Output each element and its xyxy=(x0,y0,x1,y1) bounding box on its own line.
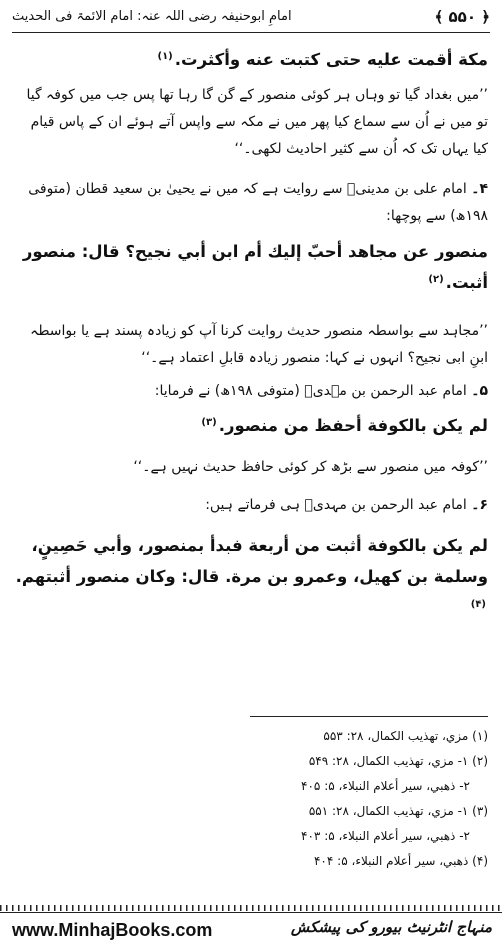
urdu-translation-2: ’’مجاہد سے بواسطہ منصور حدیث روایت کرنا آپ کو زیادہ پسند ہے یا بواسطہ ابنِ ابی نجیح؟ انہوں نے کہا: منصور زیادہ قابلِ اعتماد ہے۔‘‘ xyxy=(30,323,488,366)
item-number-5: ۵۔ xyxy=(471,383,488,399)
website-link[interactable]: www.MinhajBooks.com xyxy=(12,920,213,940)
footnotes-list xyxy=(198,724,488,874)
footnote-separator xyxy=(250,716,488,717)
page-header xyxy=(12,6,490,32)
footnote-ref-3: (۳) xyxy=(201,416,217,428)
publisher-credit: منہاج انٹرنیٹ بیورو کی پیشکش xyxy=(290,918,492,936)
arabic-quote-3: لم يكن بالكوفة أحفظ من منصور.$^{(۳)}$ xyxy=(201,416,488,435)
urdu-translation-3: ’’کوفہ میں منصور سے بڑھ کر کوئی حافظ حدیث نہیں ہے۔‘‘ xyxy=(133,459,488,475)
arabic-quote-2: منصور عن مجاهد أحبّ إليك أم ابن أبي نجيح؟ قال: منصور أثبت.$^{(۲)}$ xyxy=(22,242,488,292)
footnote-line: ۲- ذهبي، سير أعلام النبلاء، ۵: ۴۰۳ xyxy=(301,829,470,843)
urdu-translation-1: ’’میں بغداد گیا تو وہاں ہر کوئی منصور کے گن گا رہا تھا پس جب میں کوفہ گیا تو میں نے اُن سے سماع کیا پھر میں نے مکہ سے واپس آتے ہوئے ان کے پاس قیام کیا یہاں تک کہ اُن سے کثیر احادیث لکھی۔‘‘ xyxy=(26,87,488,157)
footnote-line: (۳) ۱- مزي، تهذيب الكمال، ۲۸: ۵۵۱ xyxy=(308,804,488,818)
footnote-ref-2: (۲) xyxy=(428,273,444,285)
header-rule xyxy=(12,32,490,33)
item-number-4: ۴۔ xyxy=(471,181,488,197)
running-title: امامِ ابوحنیفہ رضی اللہ عنہ: امام الائمۃ فی الحدیث xyxy=(12,9,292,24)
numbered-item-5: ۵۔ امام عبد الرحمن بن مہدیؒ (متوفی ۱۹۸ھ) نے فرمایا: xyxy=(154,383,488,399)
footnote-ref-4: (۴) xyxy=(470,598,486,610)
item-number-6: ۶۔ xyxy=(471,497,488,513)
footnote-line: (۲) ۱- مزي، تهذيب الكمال، ۲۸: ۵۴۹ xyxy=(308,754,488,768)
footnote-line: ۲- ذهبي، سير أعلام النبلاء، ۵: ۴۰۵ xyxy=(301,779,470,793)
footer-hatch-rule xyxy=(0,905,502,911)
footer-rule xyxy=(0,912,502,913)
numbered-item-4: ۴۔ امام علی بن مدینیؒ سے روایت ہے کہ میں نے یحییٰ بن سعید قطان (متوفی ۱۹۸ھ) سے پوچھا: xyxy=(28,181,488,224)
arabic-quote-1: مكة أقمت عليه حتى كتبت عنه وأكثرت.$^{(۱)}$ xyxy=(157,50,488,69)
numbered-item-6: ۶۔ امام عبد الرحمن بن مہدیؒ ہی فرماتے ہیں: xyxy=(205,497,488,513)
arabic-quote-4: لم يكن بالكوفة أثبت من أربعة فبدأ بمنصور، وأبي حَصِينٍ، وسلمة بن كهيل، وعمرو بن مرة. قال: وكان منصور أثبتهم.$^{(۴)}$ xyxy=(15,536,488,610)
page-number: ﴿ ۵۵۰ ﴾ xyxy=(434,8,490,26)
footnote-line: (۴) ذهبي، سير أعلام النبلاء، ۵: ۴۰۴ xyxy=(313,854,488,868)
footnote-ref-1: (۱) xyxy=(157,50,173,62)
footnote-line: (۱) مزي، تهذيب الكمال، ۲۸: ۵۵۳ xyxy=(323,729,488,743)
